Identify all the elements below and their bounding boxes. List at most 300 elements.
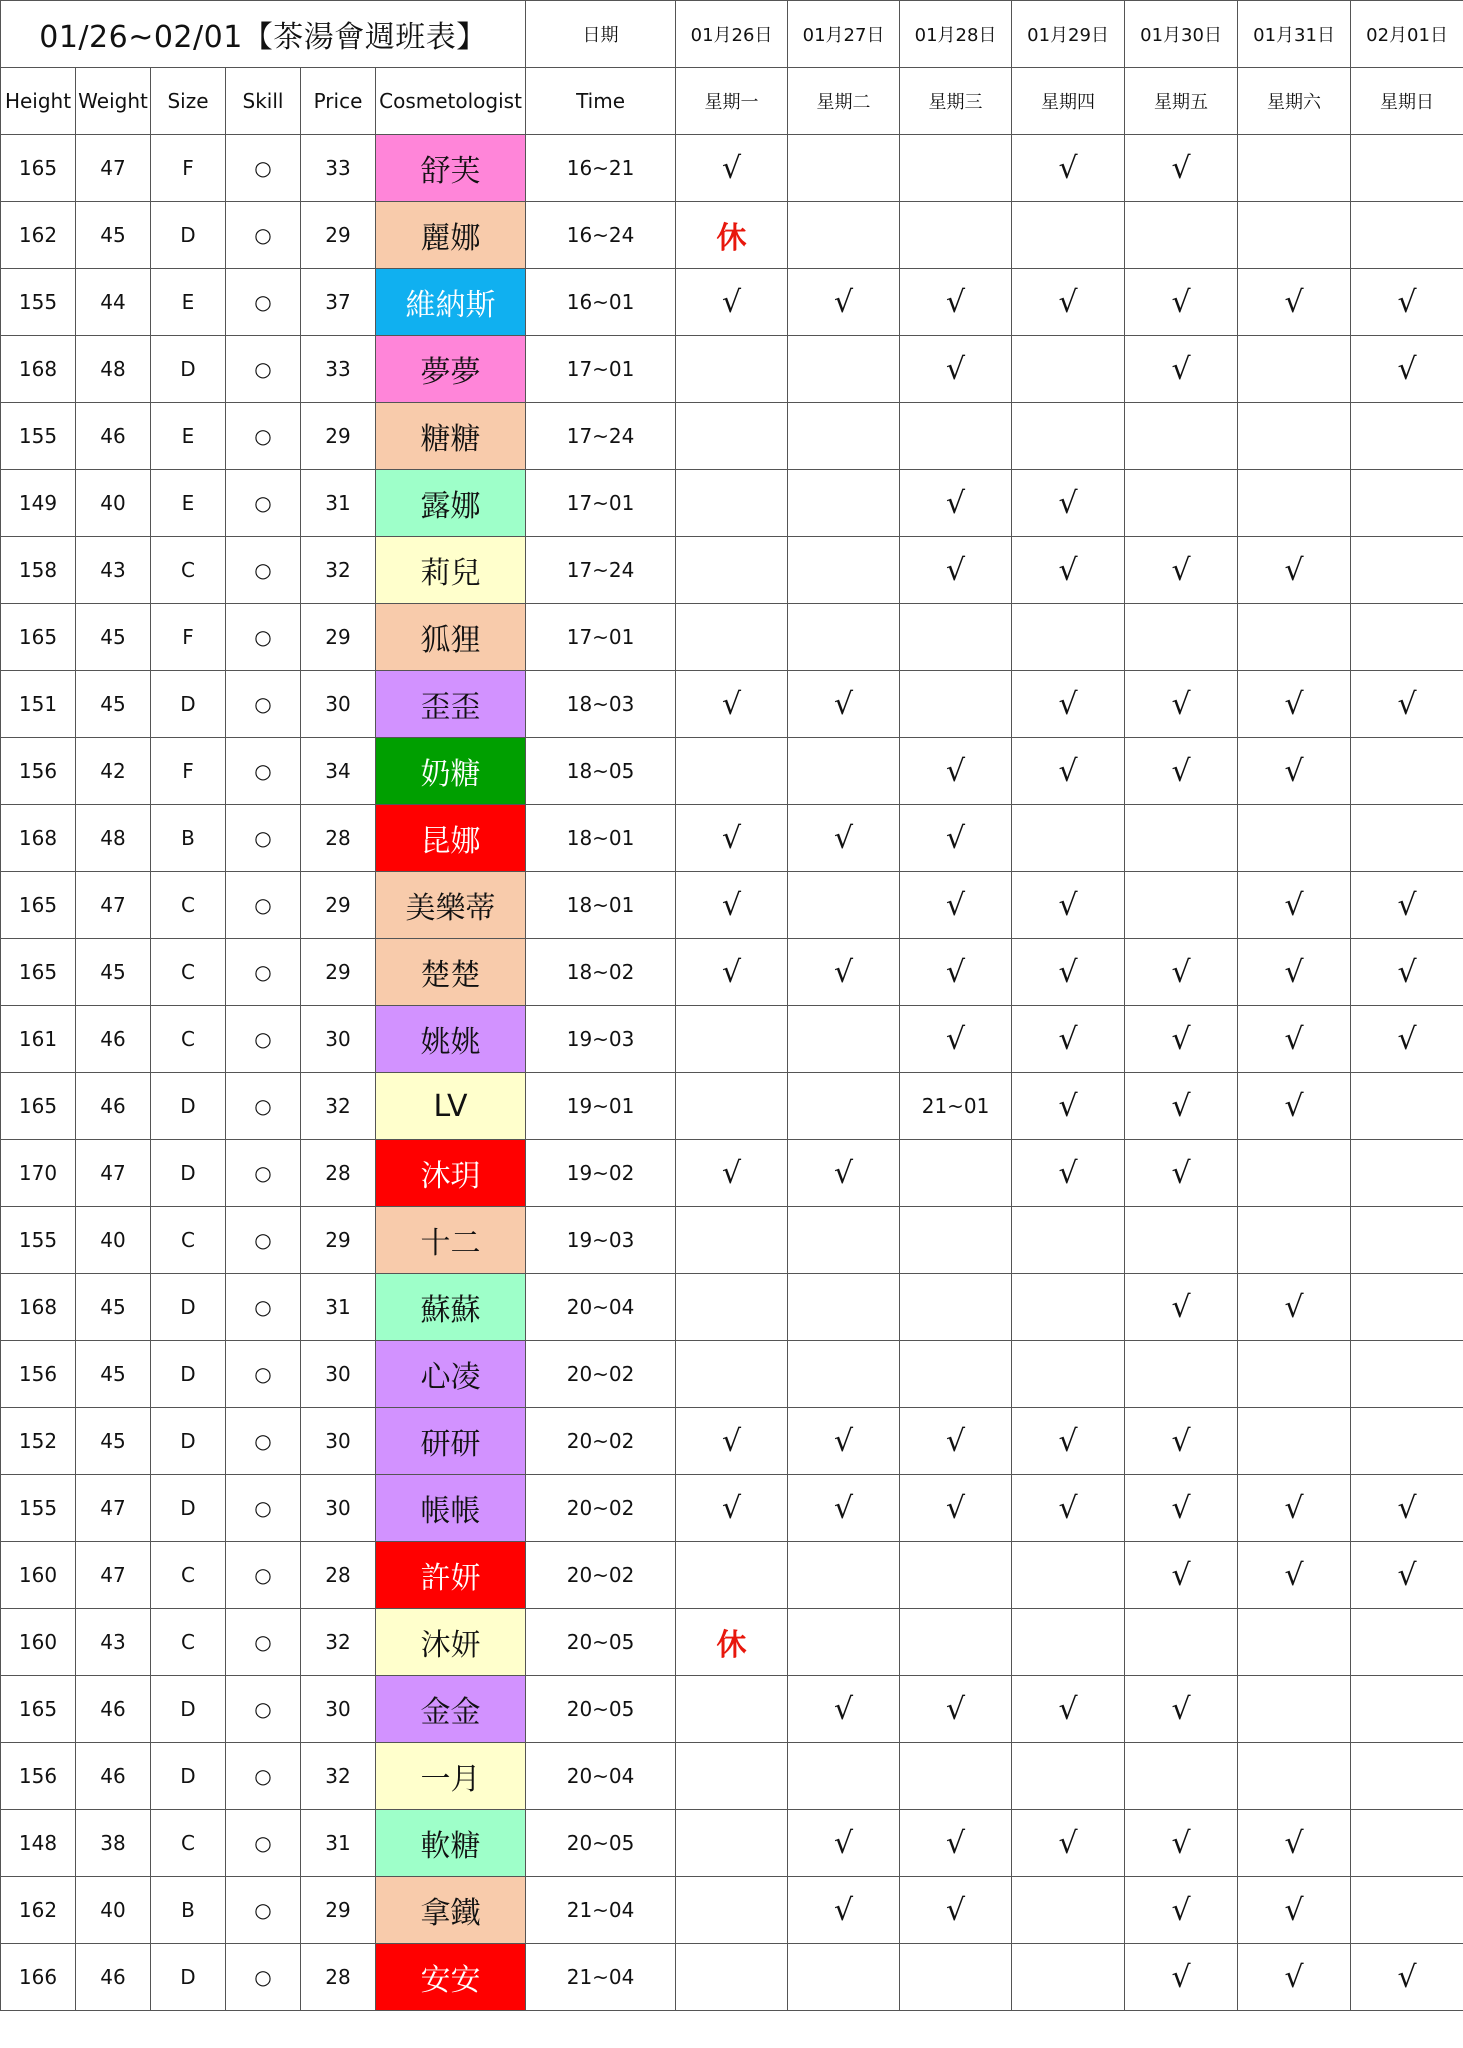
cosmetologist-name: 歪歪 (376, 671, 526, 738)
shift-check-mark: √ (1351, 336, 1463, 403)
shift-check-mark: √ (1012, 1140, 1125, 1207)
day-cell (1238, 470, 1351, 537)
cell-time: 20~02 (526, 1408, 676, 1475)
day-cell (1351, 738, 1463, 805)
shift-check-mark: √ (1125, 537, 1238, 604)
day-cell (676, 738, 788, 805)
cell-size: C (151, 939, 226, 1006)
shift-check-mark: √ (1238, 671, 1351, 738)
day-cell (900, 403, 1012, 470)
day-cell (900, 1341, 1012, 1408)
shift-check-mark: √ (1012, 671, 1125, 738)
cell-height: 168 (1, 1274, 76, 1341)
cell-skill: ○ (226, 1140, 301, 1207)
cell-weight: 46 (76, 1006, 151, 1073)
cell-price: 30 (301, 671, 376, 738)
cell-price: 32 (301, 1073, 376, 1140)
schedule-row (1, 738, 1463, 805)
cell-skill: ○ (226, 1676, 301, 1743)
cell-weight: 45 (76, 939, 151, 1006)
shift-check-mark: √ (900, 1006, 1012, 1073)
schedule-row (1, 470, 1463, 537)
cell-time: 17~24 (526, 537, 676, 604)
cell-price: 32 (301, 1609, 376, 1676)
day-cell (1351, 1274, 1463, 1341)
schedule-row (1, 872, 1463, 939)
day-cell (788, 1609, 900, 1676)
cosmetologist-name: 維納斯 (376, 269, 526, 336)
day-cell (1238, 1207, 1351, 1274)
day-cell (676, 604, 788, 671)
schedule-row (1, 1207, 1463, 1274)
shift-check-mark: √ (788, 939, 900, 1006)
cell-price: 32 (301, 537, 376, 604)
day-cell (676, 1877, 788, 1944)
day-cell (788, 1944, 900, 2011)
day-cell (900, 671, 1012, 738)
cell-size: B (151, 1877, 226, 1944)
cell-skill: ○ (226, 738, 301, 805)
day-cell (788, 403, 900, 470)
cell-skill: ○ (226, 1475, 301, 1542)
cell-time: 21~04 (526, 1944, 676, 2011)
shift-check-mark: √ (1012, 1408, 1125, 1475)
cell-height: 168 (1, 805, 76, 872)
shift-check-mark: √ (1012, 939, 1125, 1006)
day-cell (1351, 470, 1463, 537)
shift-check-mark: √ (788, 1877, 900, 1944)
day-cell (1012, 1609, 1125, 1676)
day-cell (1351, 1408, 1463, 1475)
day-cell (1351, 537, 1463, 604)
column-header-cosmetologist: Cosmetologist (376, 68, 526, 135)
day-cell (788, 1274, 900, 1341)
shift-check-mark: √ (788, 1676, 900, 1743)
shift-check-mark: √ (900, 872, 1012, 939)
cell-height: 165 (1, 872, 76, 939)
shift-check-mark: √ (900, 738, 1012, 805)
shift-check-mark: √ (1012, 1006, 1125, 1073)
cell-price: 30 (301, 1676, 376, 1743)
shift-check-mark: √ (676, 1475, 788, 1542)
shift-check-mark: √ (1351, 671, 1463, 738)
cell-weight: 38 (76, 1810, 151, 1877)
cosmetologist-name: 沐妍 (376, 1609, 526, 1676)
schedule-body (1, 1, 1463, 2011)
shift-check-mark: √ (788, 1475, 900, 1542)
day-cell (1351, 1676, 1463, 1743)
column-header-size: Size (151, 68, 226, 135)
cell-skill: ○ (226, 1810, 301, 1877)
cell-height: 165 (1, 1073, 76, 1140)
day-cell (1351, 1207, 1463, 1274)
shift-check-mark: √ (900, 805, 1012, 872)
schedule-row (1, 1944, 1463, 2011)
cell-price: 30 (301, 1341, 376, 1408)
cell-weight: 48 (76, 336, 151, 403)
shift-check-mark: √ (1125, 1408, 1238, 1475)
shift-check-mark: √ (788, 1810, 900, 1877)
date-header: 01月26日 (676, 1, 788, 68)
shift-check-mark: √ (1125, 1073, 1238, 1140)
cell-height: 160 (1, 1542, 76, 1609)
cell-skill: ○ (226, 1274, 301, 1341)
shift-check-mark: √ (676, 671, 788, 738)
cosmetologist-name: 夢夢 (376, 336, 526, 403)
cell-size: F (151, 135, 226, 202)
shift-check-mark: √ (1012, 135, 1125, 202)
cell-skill: ○ (226, 135, 301, 202)
schedule-row (1, 336, 1463, 403)
cell-price: 28 (301, 1944, 376, 2011)
cell-size: E (151, 269, 226, 336)
schedule-row (1, 1475, 1463, 1542)
cell-size: D (151, 1743, 226, 1810)
day-cell (900, 1743, 1012, 1810)
cell-height: 156 (1, 738, 76, 805)
cosmetologist-name: 一月 (376, 1743, 526, 1810)
cell-time: 20~05 (526, 1810, 676, 1877)
day-cell (676, 1676, 788, 1743)
cell-weight: 45 (76, 1274, 151, 1341)
column-header-skill: Skill (226, 68, 301, 135)
cell-size: D (151, 1944, 226, 2011)
cell-size: C (151, 1609, 226, 1676)
cell-height: 161 (1, 1006, 76, 1073)
day-cell (788, 202, 900, 269)
cell-size: D (151, 1408, 226, 1475)
day-cell (788, 1743, 900, 1810)
cosmetologist-name: 心凌 (376, 1341, 526, 1408)
day-cell (1351, 1877, 1463, 1944)
day-cell (788, 1073, 900, 1140)
day-cell (900, 1207, 1012, 1274)
day-cell (788, 1542, 900, 1609)
shift-check-mark: √ (1238, 872, 1351, 939)
day-cell (1012, 1877, 1125, 1944)
shift-check-mark: √ (788, 1408, 900, 1475)
cell-skill: ○ (226, 1073, 301, 1140)
shift-check-mark: √ (1125, 1542, 1238, 1609)
day-cell (900, 604, 1012, 671)
shift-check-mark: √ (1351, 872, 1463, 939)
weekday-header: 星期五 (1125, 68, 1238, 135)
cosmetologist-name: 軟糖 (376, 1810, 526, 1877)
cell-size: C (151, 1207, 226, 1274)
cosmetologist-name: LV (376, 1073, 526, 1140)
day-cell (1351, 1140, 1463, 1207)
shift-check-mark: √ (1125, 1006, 1238, 1073)
day-cell (1351, 403, 1463, 470)
day-cell (1125, 403, 1238, 470)
cosmetologist-name: 美樂蒂 (376, 872, 526, 939)
title-row (1, 1, 1463, 68)
cell-skill: ○ (226, 202, 301, 269)
cell-price: 29 (301, 872, 376, 939)
shift-check-mark: √ (676, 1408, 788, 1475)
day-cell (1238, 1341, 1351, 1408)
cell-height: 158 (1, 537, 76, 604)
day-cell (1012, 604, 1125, 671)
cell-weight: 45 (76, 1341, 151, 1408)
cosmetologist-name: 拿鐵 (376, 1877, 526, 1944)
shift-check-mark: √ (1012, 872, 1125, 939)
cell-height: 155 (1, 1475, 76, 1542)
cell-skill: ○ (226, 939, 301, 1006)
column-header-weight: Weight (76, 68, 151, 135)
day-cell (1238, 1676, 1351, 1743)
shift-check-mark: √ (900, 1676, 1012, 1743)
shift-check-mark: √ (1125, 1140, 1238, 1207)
day-cell (676, 470, 788, 537)
cell-height: 151 (1, 671, 76, 738)
cell-skill: ○ (226, 1408, 301, 1475)
cell-weight: 47 (76, 135, 151, 202)
day-cell: 21~01 (900, 1073, 1012, 1140)
cell-skill: ○ (226, 537, 301, 604)
day-cell (1012, 1743, 1125, 1810)
cell-height: 165 (1, 939, 76, 1006)
cell-price: 29 (301, 1877, 376, 1944)
cell-size: C (151, 872, 226, 939)
cell-size: D (151, 1274, 226, 1341)
cell-price: 33 (301, 135, 376, 202)
weekday-header: 星期六 (1238, 68, 1351, 135)
cell-height: 162 (1, 202, 76, 269)
day-cell (676, 336, 788, 403)
day-cell (676, 1274, 788, 1341)
day-cell (1351, 1810, 1463, 1877)
shift-check-mark: √ (1012, 537, 1125, 604)
cell-size: E (151, 403, 226, 470)
cell-weight: 45 (76, 671, 151, 738)
schedule-row (1, 939, 1463, 1006)
schedule-row (1, 805, 1463, 872)
cell-time: 19~03 (526, 1207, 676, 1274)
cell-weight: 42 (76, 738, 151, 805)
cell-time: 20~02 (526, 1475, 676, 1542)
shift-check-mark: √ (1351, 939, 1463, 1006)
shift-check-mark: √ (676, 135, 788, 202)
shift-check-mark: √ (1238, 1475, 1351, 1542)
cell-price: 29 (301, 403, 376, 470)
shift-check-mark: √ (788, 671, 900, 738)
cell-price: 31 (301, 1274, 376, 1341)
shift-check-mark: √ (900, 470, 1012, 537)
cell-time: 16~24 (526, 202, 676, 269)
day-cell (676, 1207, 788, 1274)
shift-check-mark: √ (1238, 1274, 1351, 1341)
shift-check-mark: √ (1012, 470, 1125, 537)
shift-check-mark: √ (1238, 939, 1351, 1006)
schedule-row (1, 1341, 1463, 1408)
day-cell (900, 202, 1012, 269)
day-cell (900, 1542, 1012, 1609)
shift-check-mark: √ (1012, 1810, 1125, 1877)
weekday-header: 星期三 (900, 68, 1012, 135)
cell-weight: 47 (76, 872, 151, 939)
shift-check-mark: √ (676, 805, 788, 872)
cell-skill: ○ (226, 1207, 301, 1274)
cosmetologist-name: 許妍 (376, 1542, 526, 1609)
day-cell (1238, 604, 1351, 671)
cosmetologist-name: 糖糖 (376, 403, 526, 470)
cosmetologist-name: 舒芙 (376, 135, 526, 202)
cell-weight: 47 (76, 1140, 151, 1207)
day-cell (1012, 1274, 1125, 1341)
cell-price: 30 (301, 1408, 376, 1475)
cell-price: 29 (301, 939, 376, 1006)
day-cell (676, 1542, 788, 1609)
cell-weight: 46 (76, 403, 151, 470)
day-cell (1012, 1207, 1125, 1274)
day-cell (1238, 135, 1351, 202)
day-cell (1012, 1944, 1125, 2011)
cell-size: D (151, 1073, 226, 1140)
cell-size: D (151, 202, 226, 269)
shift-check-mark: √ (1125, 1877, 1238, 1944)
cell-time: 18~01 (526, 805, 676, 872)
cell-size: D (151, 1475, 226, 1542)
shift-check-mark: √ (1125, 1676, 1238, 1743)
cosmetologist-name: 金金 (376, 1676, 526, 1743)
cell-time: 17~01 (526, 604, 676, 671)
cell-price: 29 (301, 202, 376, 269)
cell-time: 19~02 (526, 1140, 676, 1207)
cell-height: 148 (1, 1810, 76, 1877)
schedule-row (1, 1609, 1463, 1676)
day-cell (1125, 1341, 1238, 1408)
schedule-row (1, 1676, 1463, 1743)
date-header: 01月30日 (1125, 1, 1238, 68)
cell-size: D (151, 1676, 226, 1743)
day-cell (1125, 872, 1238, 939)
day-cell (788, 1006, 900, 1073)
shift-check-mark: √ (676, 872, 788, 939)
day-cell (900, 1274, 1012, 1341)
day-cell (1125, 1207, 1238, 1274)
shift-check-mark: √ (1125, 671, 1238, 738)
day-cell (1351, 1073, 1463, 1140)
day-cell (676, 1006, 788, 1073)
day-cell (788, 738, 900, 805)
column-header-row (1, 68, 1463, 135)
cosmetologist-name: 姚姚 (376, 1006, 526, 1073)
cell-price: 31 (301, 1810, 376, 1877)
shift-check-mark: √ (1125, 1274, 1238, 1341)
cell-height: 156 (1, 1743, 76, 1810)
cosmetologist-name: 露娜 (376, 470, 526, 537)
day-cell (1012, 403, 1125, 470)
day-cell (1351, 805, 1463, 872)
cell-price: 33 (301, 336, 376, 403)
cell-time: 20~05 (526, 1609, 676, 1676)
cell-size: C (151, 1810, 226, 1877)
day-cell (788, 604, 900, 671)
day-cell (1238, 403, 1351, 470)
day-cell (676, 403, 788, 470)
shift-check-mark: √ (1125, 738, 1238, 805)
cell-skill: ○ (226, 1542, 301, 1609)
cell-skill: ○ (226, 671, 301, 738)
schedule-row (1, 1006, 1463, 1073)
cell-size: F (151, 604, 226, 671)
cell-time: 19~03 (526, 1006, 676, 1073)
schedule-row (1, 403, 1463, 470)
cell-weight: 40 (76, 1207, 151, 1274)
shift-check-mark: √ (1238, 1542, 1351, 1609)
cell-weight: 46 (76, 1944, 151, 2011)
day-cell (1012, 1341, 1125, 1408)
cell-time: 17~24 (526, 403, 676, 470)
cell-skill: ○ (226, 1743, 301, 1810)
cell-time: 17~01 (526, 470, 676, 537)
cell-price: 28 (301, 805, 376, 872)
date-header: 01月28日 (900, 1, 1012, 68)
day-cell (676, 537, 788, 604)
cell-weight: 40 (76, 1877, 151, 1944)
cosmetologist-name: 狐狸 (376, 604, 526, 671)
cell-time: 17~01 (526, 336, 676, 403)
cell-price: 29 (301, 604, 376, 671)
day-cell (1125, 470, 1238, 537)
cell-weight: 45 (76, 604, 151, 671)
shift-check-mark: √ (1351, 1006, 1463, 1073)
date-label: 日期 (526, 1, 676, 68)
day-cell (1012, 336, 1125, 403)
day-cell (676, 1743, 788, 1810)
cell-weight: 45 (76, 202, 151, 269)
shift-check-mark: √ (900, 269, 1012, 336)
cell-height: 149 (1, 470, 76, 537)
cell-skill: ○ (226, 403, 301, 470)
day-cell (1351, 135, 1463, 202)
date-header: 01月31日 (1238, 1, 1351, 68)
day-cell (788, 336, 900, 403)
cosmetologist-name: 帳帳 (376, 1475, 526, 1542)
schedule-row (1, 202, 1463, 269)
cell-height: 156 (1, 1341, 76, 1408)
cell-time: 16~21 (526, 135, 676, 202)
cosmetologist-name: 奶糖 (376, 738, 526, 805)
column-header-price: Price (301, 68, 376, 135)
shift-check-mark: √ (1012, 269, 1125, 336)
cosmetologist-name: 研研 (376, 1408, 526, 1475)
shift-check-mark: √ (1012, 1676, 1125, 1743)
cell-time: 20~04 (526, 1274, 676, 1341)
cell-skill: ○ (226, 336, 301, 403)
shift-check-mark: √ (1351, 1944, 1463, 2011)
cell-height: 165 (1, 135, 76, 202)
shift-check-mark: √ (1238, 1877, 1351, 1944)
day-cell (1125, 805, 1238, 872)
day-cell (1238, 1609, 1351, 1676)
day-cell (1238, 1140, 1351, 1207)
cosmetologist-name: 昆娜 (376, 805, 526, 872)
shift-check-mark: √ (788, 1140, 900, 1207)
shift-check-mark: √ (788, 805, 900, 872)
schedule-title: 01/26~02/01【茶湯會週班表】 (1, 1, 526, 68)
shift-check-mark: √ (1238, 269, 1351, 336)
cell-height: 152 (1, 1408, 76, 1475)
shift-check-mark: √ (900, 939, 1012, 1006)
cell-time: 18~03 (526, 671, 676, 738)
cosmetologist-name: 安安 (376, 1944, 526, 2011)
cell-skill: ○ (226, 1006, 301, 1073)
day-cell (900, 135, 1012, 202)
cell-time: 20~04 (526, 1743, 676, 1810)
day-cell (1351, 604, 1463, 671)
